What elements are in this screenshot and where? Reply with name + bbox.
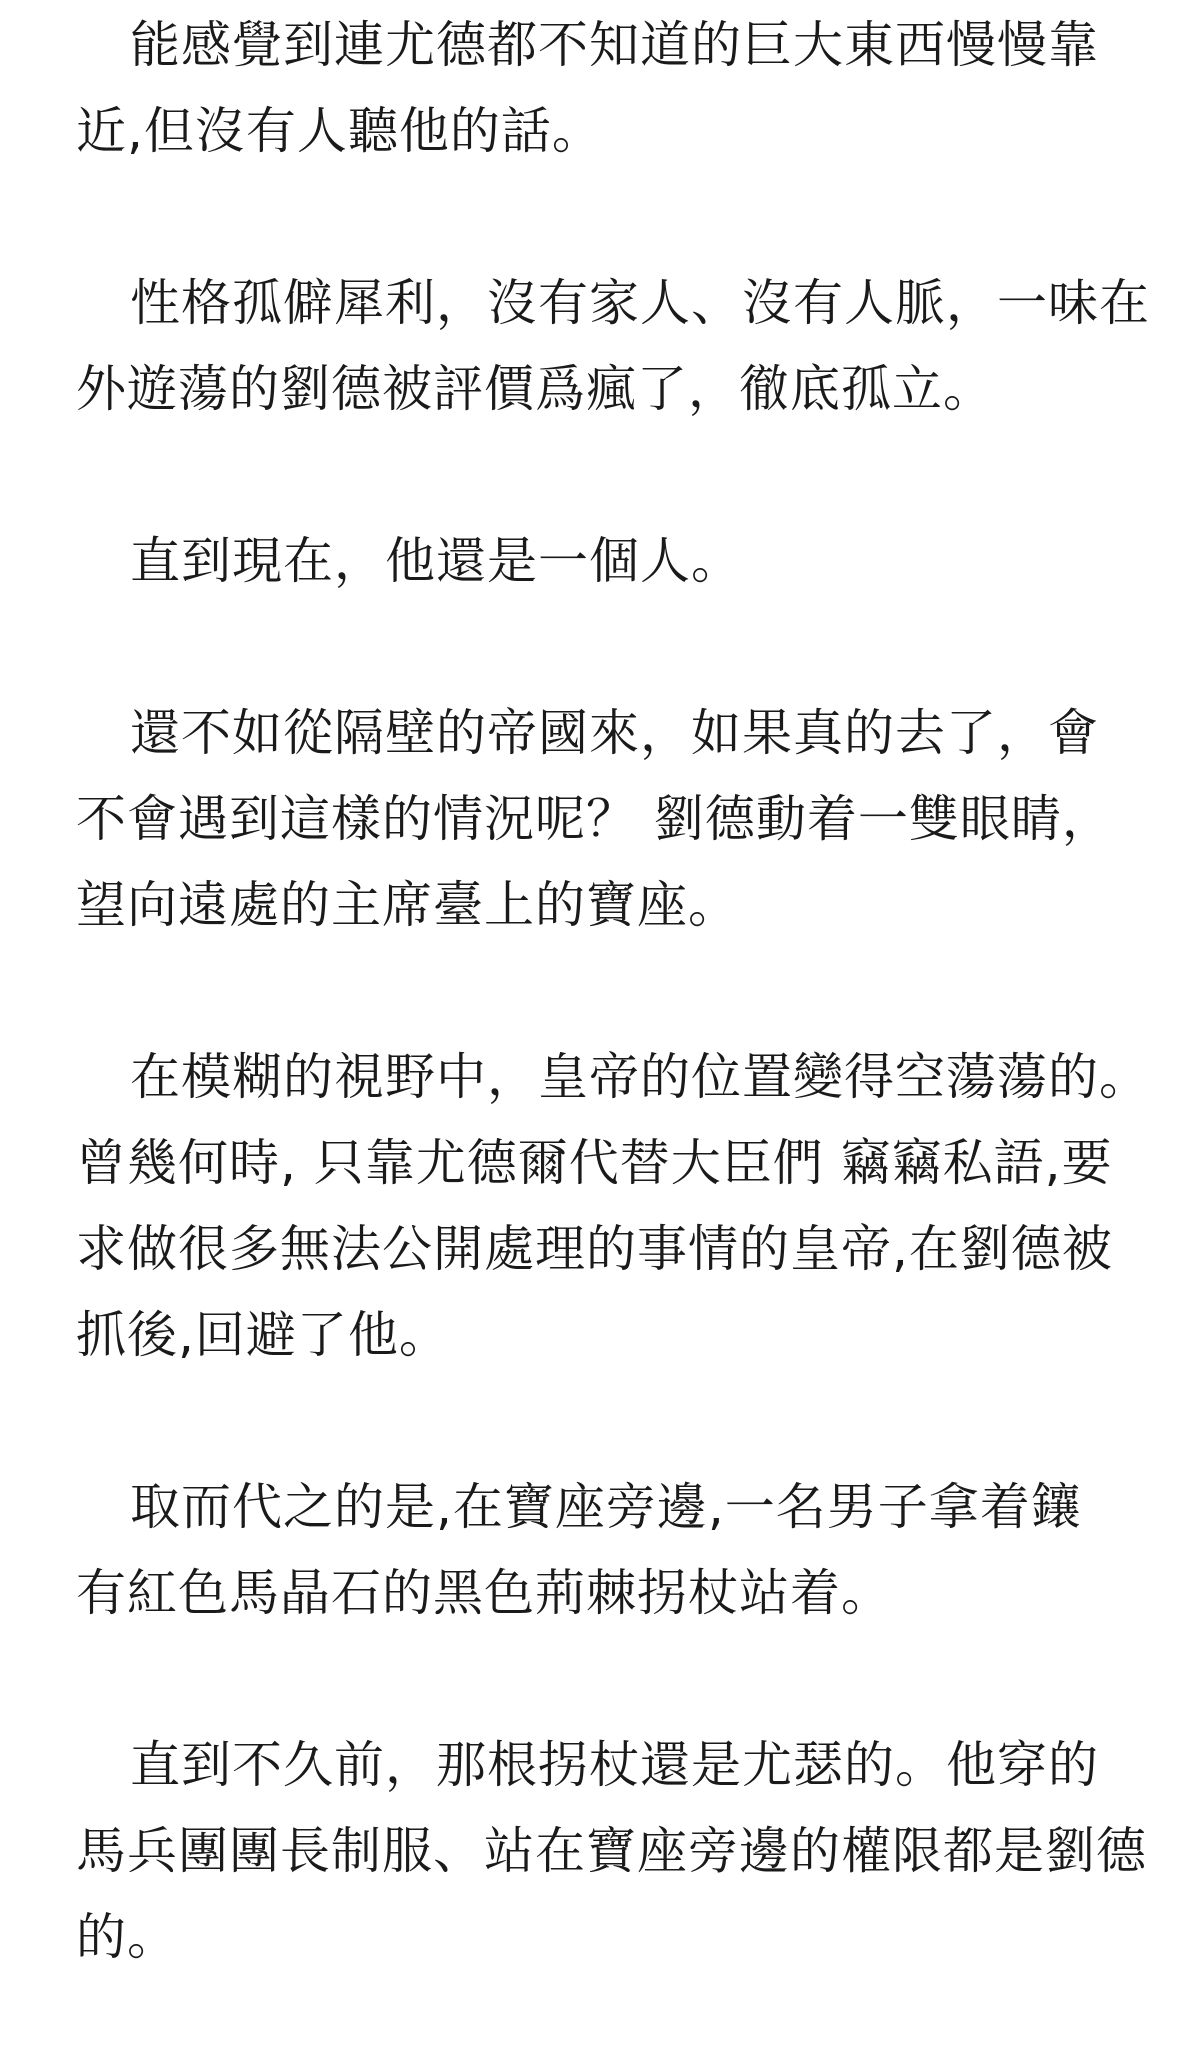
text-line: 外遊蕩的劉德被評價爲瘋了，徹底孤立。 [76, 360, 994, 418]
text-line: 在模糊的視野中，皇帝的位置變得空蕩蕩的。 [130, 1048, 1150, 1106]
paragraph-5 [76, 1034, 1150, 1378]
paragraph-2 [76, 260, 1150, 432]
text-line: 直到現在，他還是一個人。 [130, 532, 742, 590]
paragraph-7 [76, 1722, 1147, 1980]
text-line: 直到不久前，那根拐杖還是尤瑟的。他穿的 [130, 1736, 1099, 1794]
text-line: 有紅色馬晶石的黑色荊棘拐杖站着。 [76, 1564, 892, 1622]
text-line: 不會遇到這樣的情況呢？ 劉德動着一雙眼睛， [76, 790, 1113, 848]
text-line: 曾幾何時, 只靠尤德爾代替大臣們 竊竊私語,要 [76, 1134, 1113, 1192]
text-line: 近,但沒有人聽他的話。 [76, 102, 603, 160]
text-line: 的。 [76, 1908, 178, 1966]
text-line: 性格孤僻犀利，沒有家人、沒有人脈，一味在 [130, 274, 1150, 332]
text-line: 求做很多無法公開處理的事情的皇帝,在劉德被 [76, 1220, 1113, 1278]
paragraph-4 [76, 690, 1116, 948]
text-line: 抓後,回避了他。 [76, 1306, 450, 1364]
text-line: 馬兵團團長制服、站在寶座旁邊的權限都是劉德 [76, 1822, 1147, 1880]
text-line: 能感覺到連尤德都不知道的巨大東西慢慢靠 [130, 16, 1099, 74]
text-line: 望向遠處的主席臺上的寶座。 [76, 876, 739, 934]
text-line: 還不如從隔壁的帝國來，如果真的去了，會 [130, 704, 1099, 762]
paragraph-3 [76, 518, 1116, 604]
paragraph-1 [76, 2, 1116, 174]
text-line: 取而代之的是,在寶座旁邊,一名男子拿着鑲 [130, 1478, 1082, 1536]
paragraph-6 [76, 1464, 1116, 1636]
text-column [76, 2, 1150, 2066]
